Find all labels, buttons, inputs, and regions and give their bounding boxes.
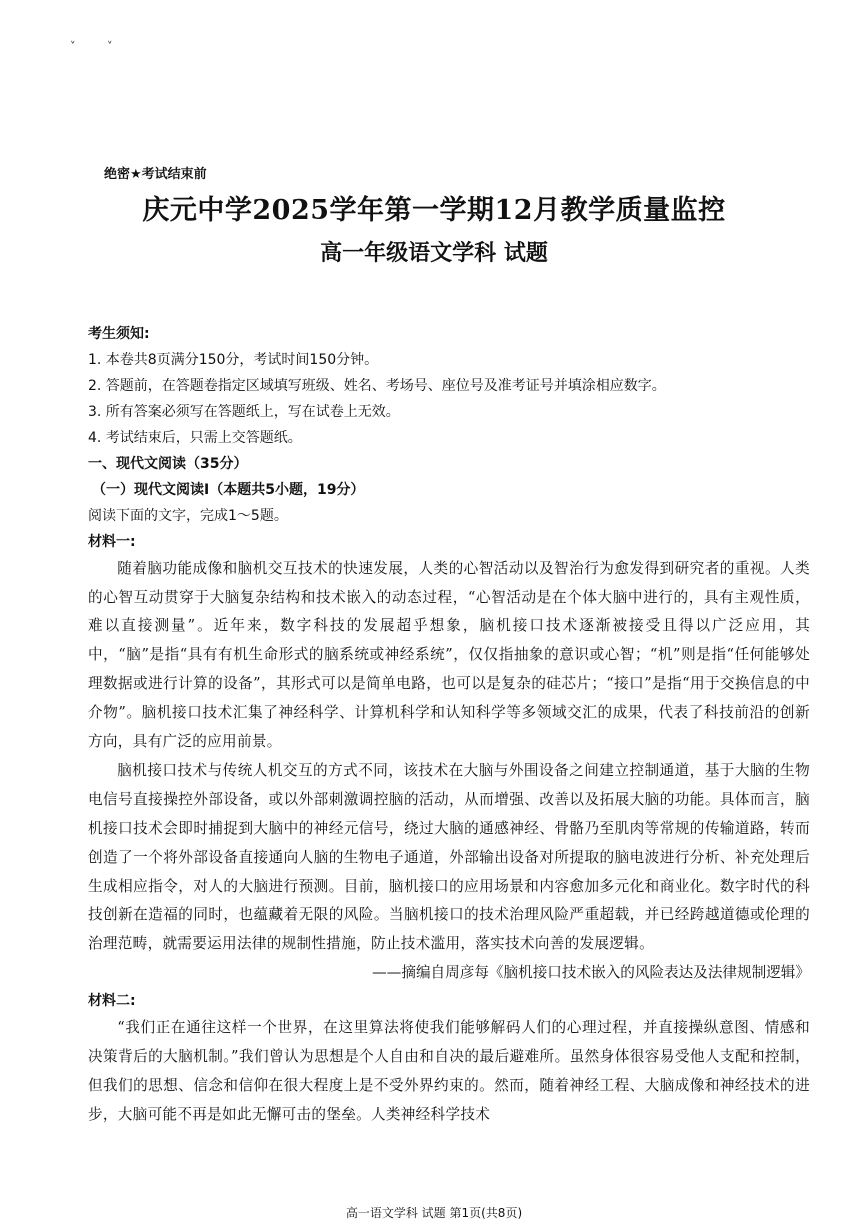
notice-item: 3. 所有答案必须写在答题纸上，写在试卷上无效。	[88, 403, 400, 420]
material-two-label: 材料二:	[88, 993, 136, 1010]
material-two-paragraph: “我们正在通往这样一个世界，在这里算法将使我们能够解码人们的心理过程，并直接操纵意图、情感和决策背后的大脑机制。”我们曾认为思想是个人自由和自决的最后避难所。虽然身体很容易受他人支配和控制，但我们的思想、信念和信仰在很大程度上是不受外界约束的。然而，随着神经工程、大脑成像和神经技术的进步，大脑可能不再是如此无懈可击的堡垒。人类神经科学技术	[88, 1019, 810, 1123]
notice-item: 1. 本卷共8页满分150分，考试时间150分钟。	[88, 351, 379, 368]
material-one-label: 材料一:	[88, 533, 136, 550]
page-title: 庆元中学2025学年第一学期12月教学质量监控	[142, 195, 726, 226]
page-footer: 高一语文学科 试题 第1页(共8页)	[345, 1206, 523, 1220]
notice-item: 2. 答题前，在答题卷指定区域填写班级、姓名、考场号、座位号及准考证号并填涂相应数字。	[88, 377, 666, 394]
secret-label: 绝密★考试结束前	[104, 167, 207, 182]
material-one-source: ——摘编自周彦每《脑机接口技术嵌入的风险表达及法律规制逻辑》	[372, 964, 810, 982]
reading-instruction: 阅读下面的文字，完成1～5题。	[88, 507, 288, 524]
subsection-heading: （一）现代文阅读Ⅰ（本题共5小题，19分）	[92, 481, 365, 498]
scan-marks: ˅ ˅	[70, 40, 127, 53]
material-one-paragraph: 脑机接口技术与传统人机交互的方式不同，该技术在大脑与外围设备之间建立控制通道，基于大脑的生物电信号直接操控外部设备，或以外部刺激调控脑的活动，从而增强、改善以及拓展大脑的功能。具体而言，脑机接口技术会即时捕捉到大脑中的神经元信号，绕过大脑的通感神经、骨骼乃至肌肉等常规的传输道路，转而创造了一个将外部设备直接通向人脑的生物电子通道，外部输出设备对所提取的脑电波进行分析、补充处理后生成相应指令，对人的大脑进行预测。目前，脑机接口的应用场景和内容愈加多元化和商业化。数字时代的科技创新在造福的同时，也蕴藏着无限的风险。当脑机接口的技术治理风险严重超载，并已经跨越道德或伦理的治理范畴，就需要运用法律的规制性措施，防止技术滥用，落实技术向善的发展逻辑。	[88, 761, 810, 953]
page-subtitle: 高一年级语文学科 试题	[320, 240, 548, 266]
material-one-paragraph: 随着脑功能成像和脑机交互技术的快速发展，人类的心智活动以及智治行为愈发得到研究者的重视。人类的心智互动贯穿于大脑复杂结构和技术嵌入的动态过程，“心智活动是在个体大脑中进行的，具有主观性质，难以直接测量”。近年来，数字科技的发展超乎想象，脑机接口技术逐渐被接受且得以广泛应用，其中，“脑”是指“具有有机生命形式的脑系统或神经系统”，仅仅指抽象的意识或心智；“机”则是指“任何能够处理数据或进行计算的设备”，其形式可以是简单电路，也可以是复杂的硅芯片；“接口”是指“用于交换信息的中介物”。脑机接口技术汇集了神经科学、计算机科学和认知科学等多领域交汇的成果，代表了科技前沿的创新方向，具有广泛的应用前景。	[88, 559, 810, 751]
notice-heading: 考生须知:	[88, 326, 150, 342]
notice-item: 4. 考试结束后，只需上交答题纸。	[88, 429, 302, 446]
exam-content	[88, 322, 810, 1130]
section-heading: 一、现代文阅读（35分）	[88, 455, 248, 472]
